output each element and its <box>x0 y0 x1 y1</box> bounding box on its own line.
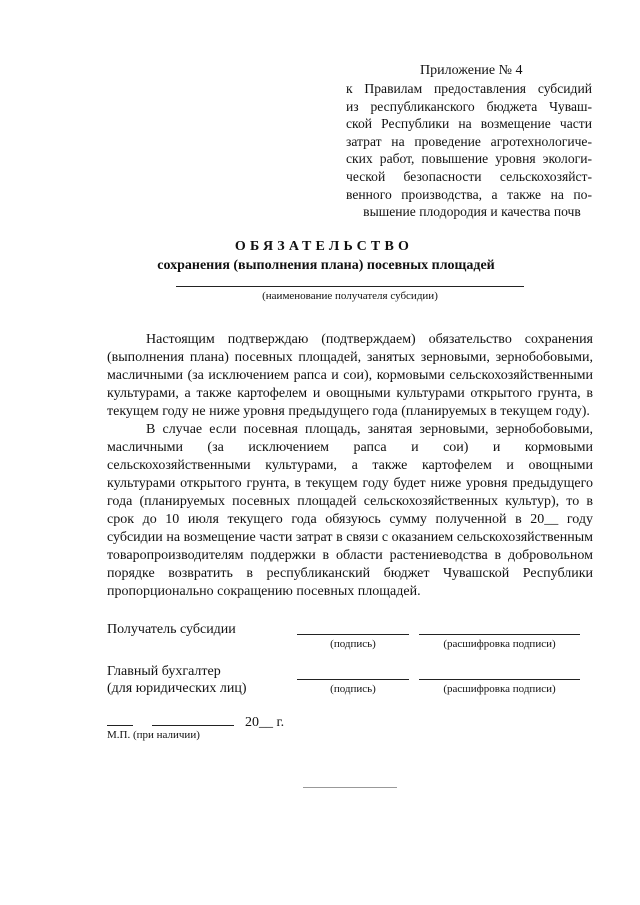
accountant-decryption-line <box>419 679 580 680</box>
date-month-blank <box>152 713 234 726</box>
stamp-caption: М.П. (при наличии) <box>107 729 200 741</box>
appendix-line: из республиканского бюджета Чуваш- <box>346 98 592 114</box>
recipient-signature-line <box>297 634 409 635</box>
recipient-name-line <box>176 286 524 287</box>
body-paragraph-2: В случае если посевная площадь, занятая зерновыми, зернобобовыми, масличными (за исключением рапса и сои) и кормовыми сельскохозяйственными культурами, а также картофелем и овощными культурами открытого грунта, в текущем году будет ниже уровня предыдущего года (планируемых посевных площадей сельскохозяйственных культур), то в срок до 10 июля текущего года обязуюсь сумму полученной в 20__ году субсидии на возмещение части затрат в связи с оказанием сельскохозяйственным товаропроизводителям поддержки в области растениеводства в добровольном порядке возвратить в республиканский бюджет Чувашской Республики пропорционально сокращению посевных площадей. <box>107 422 593 599</box>
appendix-title: Приложение № 4 <box>420 63 523 78</box>
appendix-line: ческой безопасности сельскохозяйст- <box>346 168 592 184</box>
appendix-line: ской Республики на возмещение части <box>346 116 592 132</box>
recipient-decryption-caption: (расшифровка подписи) <box>443 638 556 650</box>
accountant-signature-caption: (подпись) <box>330 683 376 695</box>
body-paragraph-1: Настоящим подтверждаю (подтверждаем) обязательство сохранения (выполнения плана) посевных площадей, занятых зерновыми, зернобобовыми, масличными (за исключением рапса и сои), кормовыми сельскохозяйственными культурами, а также картофелем и овощными культурами открытого грунта, в текущем году не ниже уровня предыдущего года (планируемых в текущем году). <box>107 332 593 419</box>
appendix-line: к Правилам предоставления субсидий <box>346 81 592 96</box>
date-year: 20__ г. <box>245 715 285 730</box>
body-text <box>107 331 593 601</box>
recipient-signature-caption: (подпись) <box>330 638 376 650</box>
accountant-signature-line <box>297 679 409 680</box>
footer-divider <box>303 787 397 788</box>
appendix-line: затрат на проведение агротехнологиче- <box>346 133 592 149</box>
appendix-line: вышение плодородия и качества почв <box>363 204 581 220</box>
appendix-body <box>346 80 592 221</box>
recipient-name-caption: (наименование получателя субсидии) <box>262 290 438 302</box>
accountant-label: Главный бухгалтер <box>107 664 221 679</box>
document-title: ОБЯЗАТЕЛЬСТВО <box>234 239 414 254</box>
recipient-signature-label: Получатель субсидии <box>107 622 236 637</box>
recipient-decryption-line <box>419 634 580 635</box>
document-subtitle: сохранения (выполнения плана) посевных площадей <box>157 258 495 273</box>
appendix-line: венного производства, а также на по- <box>346 186 592 202</box>
appendix-line: ских работ, повышение уровня экологи- <box>346 151 592 167</box>
accountant-sublabel: (для юридических лиц) <box>107 681 247 696</box>
accountant-decryption-caption: (расшифровка подписи) <box>443 683 556 695</box>
date-day-blank <box>107 713 133 726</box>
